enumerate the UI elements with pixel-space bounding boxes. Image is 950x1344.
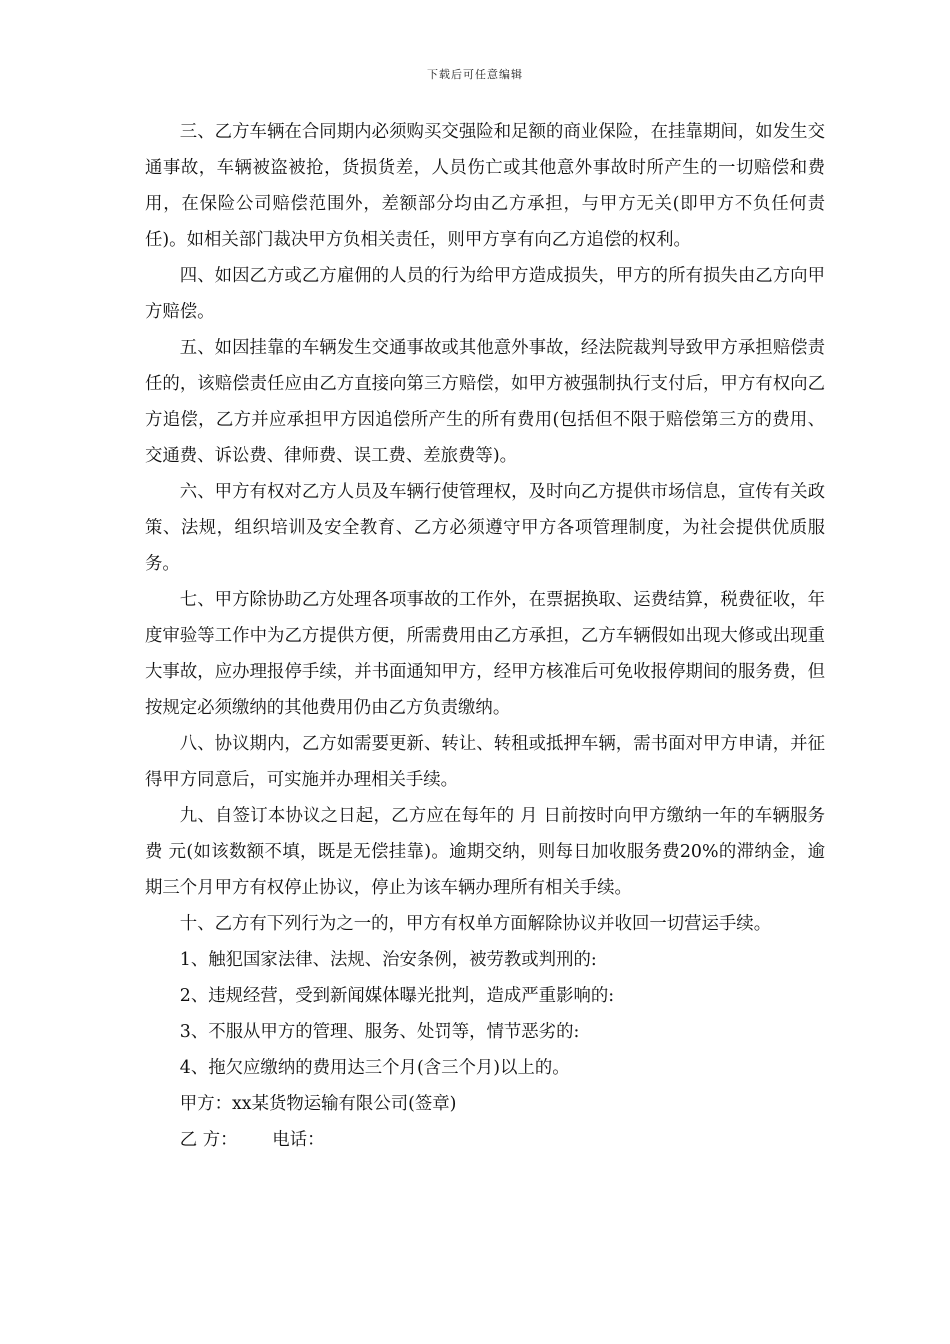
clause-9: 九、自签订本协议之日起，乙方应在每年的 月 日前按时向甲方缴纳一年的车辆服务费 元(如该数额不填，既是无偿挂靠)。逾期交纳，则每日加收服务费20%的滞纳金，逾期三个月甲方有权停止协议，停止为该车辆办理所有相关手续。 xyxy=(145,806,825,898)
clause-8: 八、协议期内，乙方如需要更新、转让、转租或抵押车辆，需书面对甲方申请，并征得甲方同意后，可实施并办理相关手续。 xyxy=(145,734,825,790)
clause-5: 五、如因挂靠的车辆发生交通事故或其他意外事故，经法院裁判导致甲方承担赔偿责任的，该赔偿责任应由乙方直接向第三方赔偿，如甲方被强制执行支付后，甲方有权向乙方追偿，乙方并应承担甲方因追偿所产生的所有费用(包括但不限于赔偿第三方的费用、交通费、诉讼费、律师费、误工费、差旅费等)。 xyxy=(145,338,825,466)
party-b-signature-line xyxy=(145,1122,825,1158)
party-a-signature: 甲方：xx某货物运输有限公司(签章) xyxy=(179,1094,457,1114)
document-body xyxy=(145,114,825,1158)
list-item: 2、违规经营，受到新闻媒体曝光批判，造成严重影响的: xyxy=(179,986,615,1006)
list-item: 4、拖欠应缴纳的费用达三个月(含三个月)以上的。 xyxy=(179,1058,570,1078)
clause-10: 十、乙方有下列行为之一的，甲方有权单方面解除协议并收回一切营运手续。 xyxy=(179,914,772,934)
clause-3: 三、乙方车辆在合同期内必须购买交强险和足额的商业保险，在挂靠期间，如发生交通事故，车辆被盗被抢，货损货差，人员伤亡或其他意外事故时所产生的一切赔偿和费用，在保险公司赔偿范围外，差额部分均由乙方承担，与甲方无关(即甲方不负任何责任)。如相关部门裁决甲方负相关责任，则甲方享有向乙方追偿的权利。 xyxy=(145,122,825,250)
list-item: 1、触犯国家法律、法规、治安条例，被劳教或判刑的: xyxy=(179,950,597,970)
header-note: 下载后可任意编辑 xyxy=(427,68,523,81)
list-item: 3、不服从甲方的管理、服务、处罚等，情节恶劣的: xyxy=(179,1022,580,1042)
clause-4: 四、如因乙方或乙方雇佣的人员的行为给甲方造成损失，甲方的所有损失由乙方向甲方赔偿。 xyxy=(145,266,825,322)
phone-label: 电话： xyxy=(272,1130,325,1150)
clause-6: 六、甲方有权对乙方人员及车辆行使管理权，及时向乙方提供市场信息，宣传有关政策、法规，组织培训及安全教育、乙方必须遵守甲方各项管理制度，为社会提供优质服务。 xyxy=(145,482,825,574)
party-b-label: 乙 方： xyxy=(179,1130,238,1150)
clause-7: 七、甲方除协助乙方处理各项事故的工作外，在票据换取、运费结算，税费征收，年度审验等工作中为乙方提供方便，所需费用由乙方承担，乙方车辆假如出现大修或出现重大事故，应办理报停手续，并书面通知甲方，经甲方核准后可免收报停期间的服务费，但按规定必须缴纳的其他费用仍由乙方负责缴纳。 xyxy=(145,590,825,718)
